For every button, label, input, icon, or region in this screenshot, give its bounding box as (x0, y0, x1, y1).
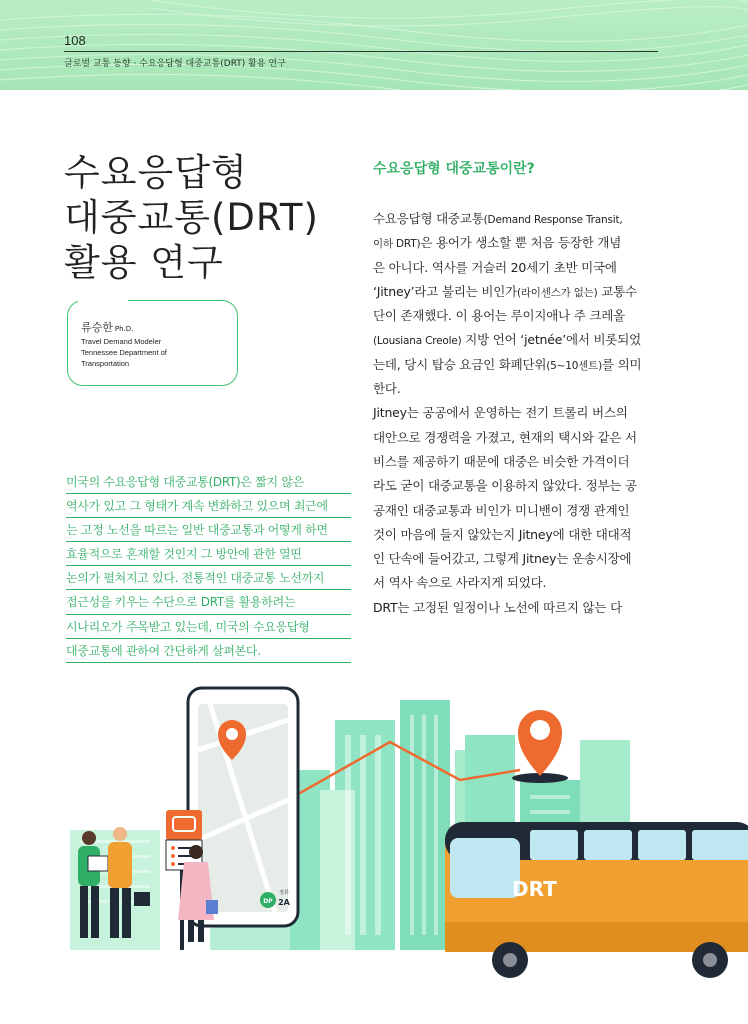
author-name (81, 319, 133, 335)
body-line (373, 353, 659, 377)
affiliation-line-1: Travel Demand Modeler (81, 337, 162, 346)
body-line-text: 것이 마음에 들지 않았는지 Jitney에 대한 대대적 (373, 526, 632, 542)
body-line (373, 474, 659, 498)
lead-line: 논의가 펼쳐지고 있다. 전통적인 대중교통 노선까지 (66, 566, 351, 590)
bus-label: DRT (512, 877, 557, 901)
drt-illustration (60, 660, 748, 1000)
body-line (373, 547, 659, 571)
body-line (373, 280, 659, 304)
lead-line: 시나리오가 주목받고 있는데, 미국의 수요응답형 (66, 615, 351, 639)
body-line-aside: (라이센스가 없는) (516, 286, 598, 299)
body-line-text: 수요응답형 대중교통 (373, 211, 484, 226)
author-name-text: 류승한 (81, 321, 113, 334)
body-line (373, 304, 659, 328)
title-line-1: 수요응답형 (64, 151, 248, 194)
body-text (373, 207, 659, 620)
section-heading: 수요응답형 대중교통이란? (373, 161, 535, 177)
lead-paragraph (66, 470, 351, 663)
body-line-aside: (Demand Response Transit, (483, 214, 623, 226)
body-line (373, 256, 659, 280)
stop-badge: DP (263, 898, 273, 905)
author-affiliation (81, 336, 231, 369)
article-title (64, 150, 354, 285)
lead-line: 접근성을 키우는 수단으로 DRT를 활용하려는 (66, 590, 351, 614)
body-line-text: ‘Jitney’라고 불리는 비인가 (373, 283, 517, 299)
body-line (373, 450, 659, 474)
lead-line: 대중교통에 관하여 간단하게 살펴본다. (66, 639, 351, 663)
body-line-text: 교통수 (597, 283, 637, 299)
body-line-text: 공재인 대중교통과 비인가 미니밴이 경쟁 관계인 (373, 502, 630, 518)
body-line-text: 은 용어가 생소할 뿐 처음 등장한 개념 (420, 235, 622, 251)
body-line-text: 대안으로 경쟁력을 가졌고, 현재의 택시와 같은 서 (373, 429, 637, 445)
body-line-aside: (Lousiana Creole) (373, 335, 462, 348)
body-line (373, 207, 659, 231)
body-line-text: Jitney는 공공에서 운영하는 전기 트롤리 버스의 (373, 405, 628, 421)
stop-small-label: 정류 (279, 890, 289, 896)
running-head: 글로벌 교통 동향 · 수요응답형 대중교통(DRT) 활용 연구 (64, 59, 286, 69)
body-line (373, 571, 659, 595)
author-degree: Ph.D. (114, 325, 134, 333)
title-line-2: 대중교통(DRT) (64, 196, 319, 239)
title-line-3: 활용 연구 (64, 241, 224, 284)
body-line (373, 499, 659, 523)
lead-line: 는 고정 노선을 따르는 일반 대중교통과 어떻게 하면 (66, 518, 351, 542)
body-line-text: 는데, 당시 탑승 요금인 화폐단위 (373, 356, 547, 372)
body-line-aside: 이하 DRT) (373, 238, 421, 251)
affiliation-line-2: Tennessee Department of (81, 348, 167, 357)
affiliation-line-3: Transportation (81, 359, 130, 368)
body-line-aside: (5~10센트) (546, 359, 602, 372)
destination-pin-icon (512, 710, 568, 783)
body-line-text: 인 단속에 들어갔고, 그렇게 Jitney는 운송시장에 (373, 551, 632, 567)
body-line (373, 426, 659, 450)
body-line-text: 은 아니다. 역사를 거슬러 20세기 초반 미국에 (373, 259, 617, 275)
body-line (373, 231, 659, 255)
stop-code: 2A (278, 898, 290, 907)
body-line (373, 377, 659, 401)
body-line-text: 한다. (373, 381, 401, 397)
body-line-text: 를 의미 (601, 356, 642, 372)
header-divider (64, 51, 658, 52)
lead-line: 미국의 수요응답형 대중교통(DRT)은 짧지 않은 (66, 470, 351, 494)
body-line-text: 지방 언어 ‘jetnée’에서 비롯되었 (461, 332, 642, 348)
body-line (373, 523, 659, 547)
lead-line: 역사가 있고 그 형태가 계속 변화하고 있으며 최근에 (66, 494, 351, 518)
body-line-text: 비스를 제공하기 때문에 대중은 비슷한 가격이더 (373, 453, 630, 469)
body-line (373, 596, 659, 620)
body-line (373, 328, 659, 352)
author-box-gap (78, 295, 128, 305)
header-wave-pattern (0, 0, 748, 90)
body-line-text: 단이 존재했다. 이 용어는 루이지애나 주 크레올 (373, 308, 626, 324)
page-number: 108 (64, 33, 86, 48)
body-line-text: 라도 굳이 대중교통을 이용하지 않았다. 정부는 공 (373, 478, 637, 494)
body-line-text: 서 역사 속으로 사라지게 되었다. (373, 575, 547, 591)
drt-bus (445, 822, 748, 978)
author-box (67, 300, 238, 386)
body-line (373, 401, 659, 425)
body-line-text: DRT는 고정된 일정이나 노선에 따르지 않는 다 (373, 599, 622, 615)
header-band (0, 0, 748, 90)
lead-line: 효율적으로 혼재할 것인지 그 방안에 관한 열띤 (66, 542, 351, 566)
